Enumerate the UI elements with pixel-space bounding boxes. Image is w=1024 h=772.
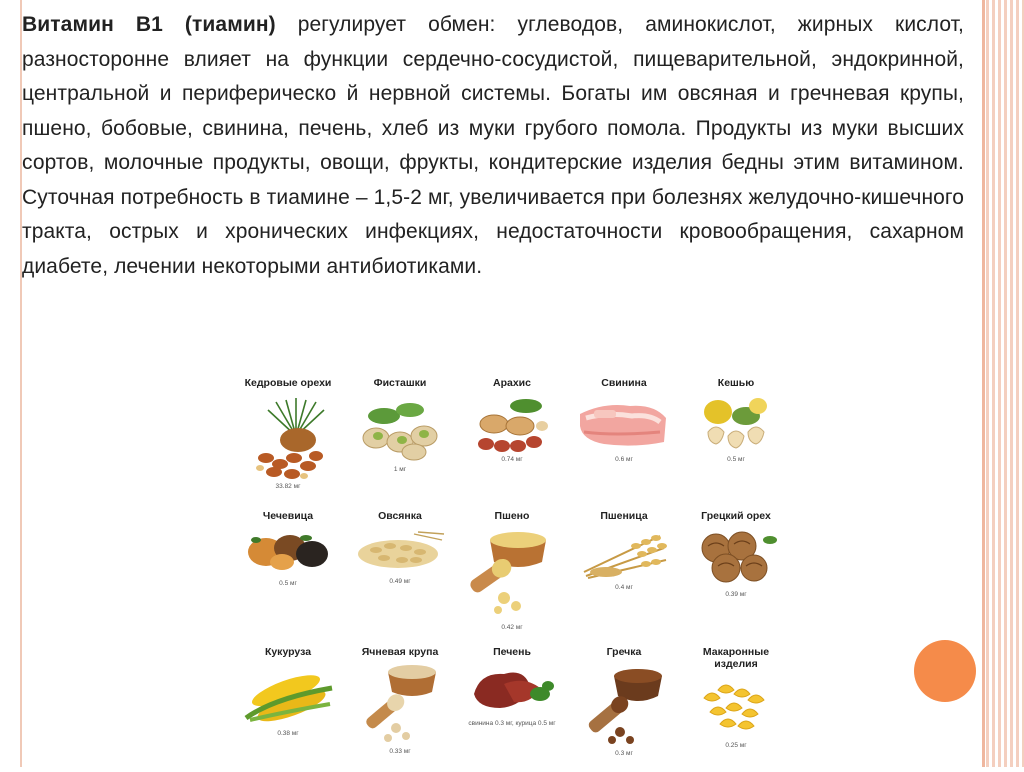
food-name: Печень [493,646,531,658]
food-name: Свинина [601,377,647,389]
food-item [456,506,568,636]
food-name: Пшено [494,510,530,522]
food-name: Грецкий орех [701,510,771,522]
food-name: Гречка [606,646,642,658]
food-item [568,506,680,636]
food-item [568,642,680,772]
wheat-icon [576,526,672,580]
food-item [232,370,344,500]
pasta-icon [698,678,776,732]
food-thiamine-value: 0.3 мг [615,750,633,757]
food-name: Овсянка [378,510,422,522]
food-item [680,506,792,636]
walnut-icon [692,526,780,586]
food-thiamine-value: 0.4 мг [615,584,633,591]
barley-icon [358,662,442,744]
vitamin-b1-paragraph [22,8,964,284]
liver-icon [470,664,556,714]
corn-icon [244,668,334,724]
food-name: Макаронные изделия [702,646,770,670]
right-border-line [982,0,985,767]
food-name: Ячневая крупа [361,646,439,658]
food-item [232,642,344,772]
food-thiamine-value: 0.74 мг [501,456,523,463]
food-thiamine-value: свинина 0.3 мг, курица 0.5 мг [468,720,556,727]
paragraph-bold-lead: Витамин В1 (тиамин) [22,13,276,36]
decorative-orange-circle [914,640,976,702]
decorative-stripes [986,0,1024,767]
food-thiamine-value: 0.5 мг [727,456,745,463]
food-thiamine-value: 0.38 мг [277,730,299,737]
food-thiamine-value: 0.6 мг [615,456,633,463]
food-thiamine-value: 0.42 мг [501,624,523,631]
food-item [344,642,456,772]
food-grid [232,370,792,767]
food-thiamine-value: 0.49 мг [389,578,411,585]
peanut-icon [468,396,556,456]
food-item [680,370,792,500]
food-item [232,506,344,636]
food-name: Чечевица [262,510,314,522]
food-thiamine-value: 0.5 мг [279,580,297,587]
oats-icon [354,526,446,572]
lentils-icon [246,528,330,572]
food-thiamine-value: 33.82 мг [275,483,301,490]
food-thiamine-value: 0.33 мг [389,748,411,755]
food-name: Кедровые орехи [244,377,332,389]
food-thiamine-value: 1 мг [393,466,407,473]
pistachio-icon [354,396,446,462]
food-item [344,370,456,500]
pine-nuts-icon [246,396,332,480]
food-item [456,370,568,500]
millet-icon [462,526,558,616]
food-name: Фисташки [373,377,427,389]
food-name: Пшеница [600,510,648,522]
paragraph-text: регулирует обмен: углеводов, аминокислот, жирных кислот, разносторонне влияет на функции сердечно-сосудистой, пищеварительной, эндокринной, центральной и периферическо й нервной системы. Богаты им овсяная и гречневая крупы, пшено, бобовые, свинина, печень, хлеб из муки грубого помола. Продукты из муки высших сортов, молочные продукты, овощи, фрукты, кондитерские изделия бедны этим витамином. Суточная потребность в тиамине – 1,5-2 мг, увеличивается при болезнях желудочно-кишечного тракта, острых и хронических инфекциях, недостаточности кровообращения, сахарном диабете, лечении некоторыми антибиотиками. [22,13,964,278]
food-item [568,370,680,500]
food-thiamine-value: 0.25 мг [725,742,747,749]
food-item [456,642,568,772]
buckwheat-icon [580,662,668,746]
food-item [344,506,456,636]
cashew-icon [694,392,780,452]
food-name: Кешью [717,377,755,389]
food-name: Кукуруза [264,646,312,658]
food-thiamine-value: 0.39 мг [725,591,747,598]
food-name: Арахис [493,377,531,389]
pork-icon [574,396,672,452]
food-item [680,642,792,772]
